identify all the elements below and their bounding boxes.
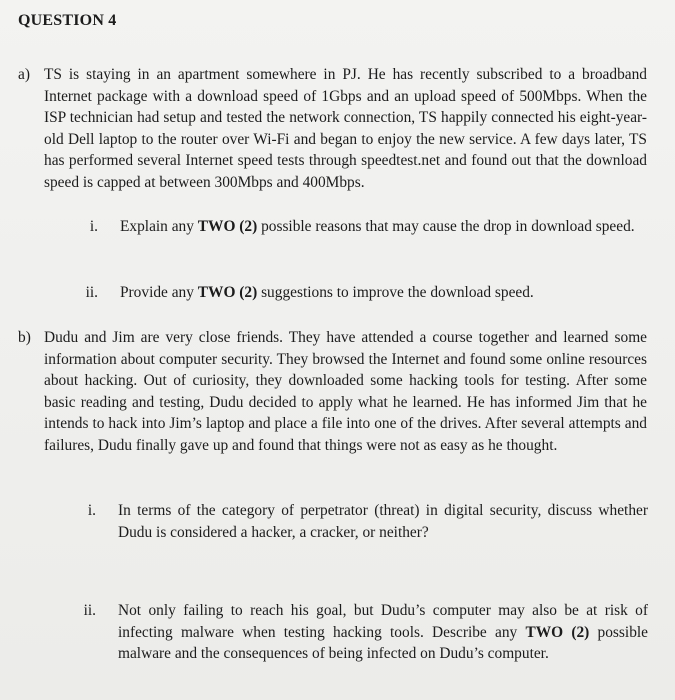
part-b-label: b) [18,329,31,346]
sub-number: ii. [83,602,96,619]
sub-number: i. [87,502,96,519]
sub-number: i. [89,218,98,235]
part-b-sub-ii [66,600,648,665]
part-a-sub-i [68,216,650,238]
emphasis-count: TWO (2) [197,218,258,235]
part-a-label: a) [18,66,30,83]
part-b [18,327,647,456]
part-a-sub-ii [68,282,650,304]
emphasis-count: TWO (2) [525,623,590,641]
sub-question-text: Not only failing to reach his goal, but Dudu’s computer may also be at risk of infecting malware when testing hacking tools. Describe any TWO (2) possible malware and the consequences of being infected on Dudu’s computer. [118,602,648,662]
part-b-sub-i [66,500,648,543]
sub-question-text: Provide any TWO (2) suggestions to improve the download speed. [120,284,534,301]
sub-question-text: Explain any TWO (2) possible reasons that may cause the drop in download speed. [120,218,635,235]
part-a [18,64,647,193]
part-a-text: TS is staying in an apartment somewhere in PJ. He has recently subscribed to a broadband Internet package with a download speed of 1Gbps and an upload speed of 500Mbps. When the ISP technician had setup and tested the network connection, TS happily connected his eight-year-old Dell laptop to the router over Wi-Fi and began to enjoy the new service. A few days later, TS has performed several Internet speed tests through speedtest.net and found out that the download speed is capped at between 300Mbps and 400Mbps. [44,66,647,191]
emphasis-count: TWO (2) [197,284,258,301]
sub-question-text: In terms of the category of perpetrator (threat) in digital security, discuss whether Dudu is considered a hacker, a cracker, or neither? [118,502,648,541]
part-b-text: Dudu and Jim are very close friends. They have attended a course together and learned some information about computer security. They browsed the Internet and found some online resources about hacking. Out of curiosity, they downloaded some hacking tools for testing. After some basic reading and testing, Dudu decided to apply what he learned. He has informed Jim that he intends to hack into Jim’s laptop and place a file into one of the drives. After several attempts and failures, Dudu finally gave up and found that things were not as easy as he thought. [44,329,647,454]
question-title: QUESTION 4 [18,12,117,29]
sub-number: ii. [85,284,98,301]
